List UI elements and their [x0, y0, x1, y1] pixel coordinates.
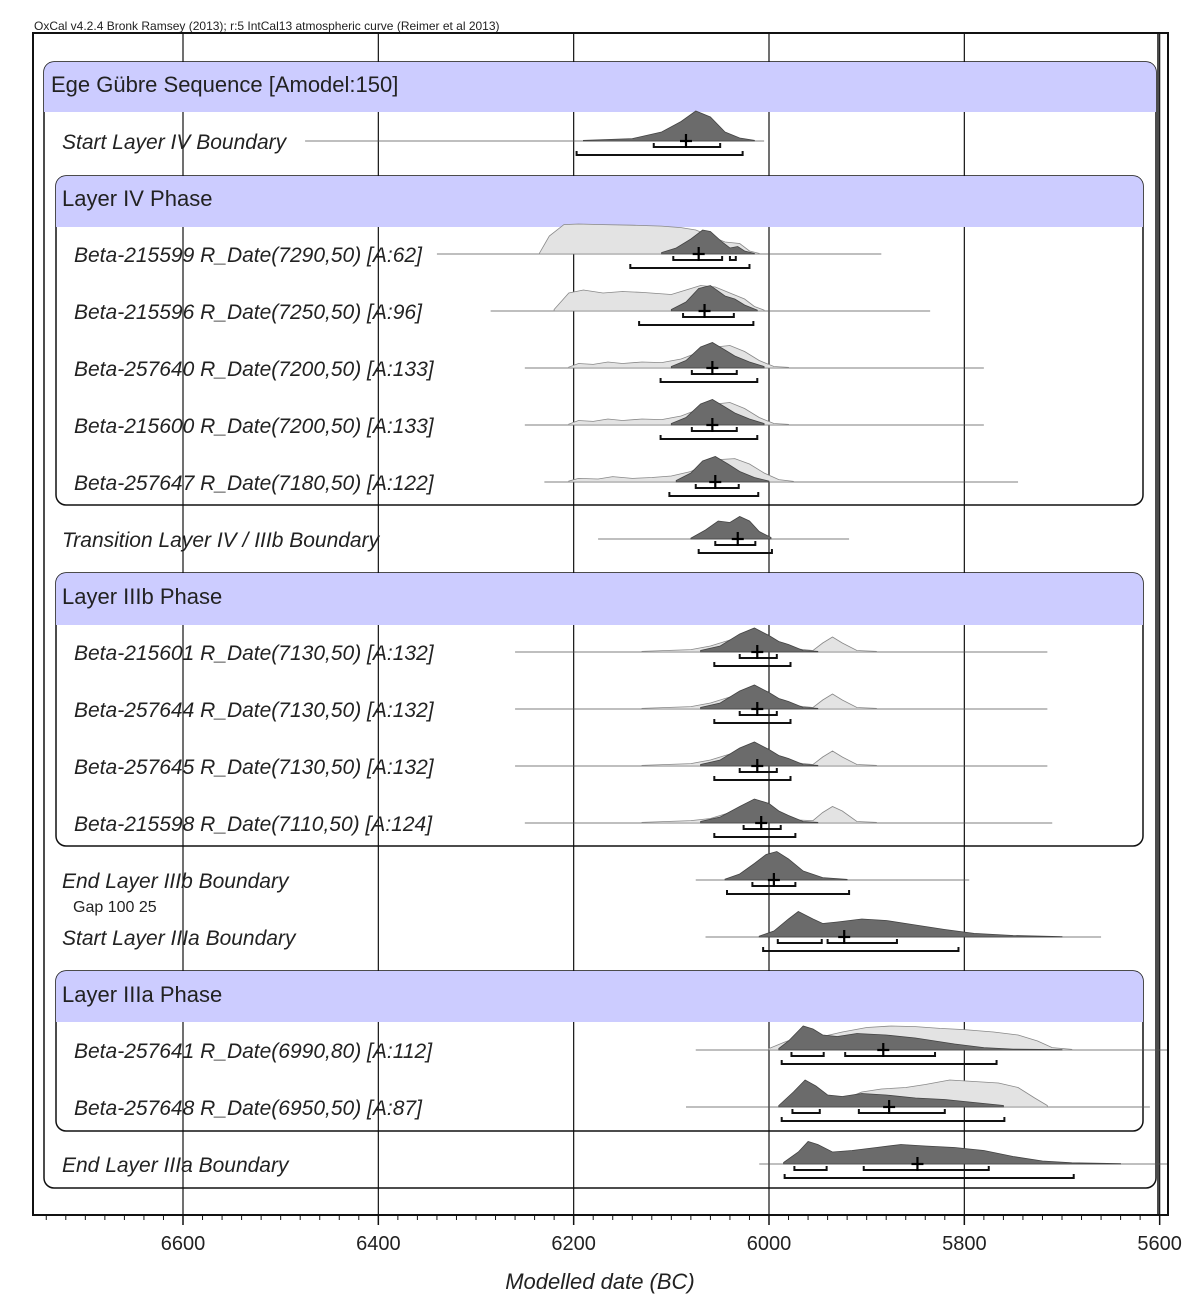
row-12-posterior-curve [759, 912, 1062, 938]
row-12-label: Start Layer IIIa Boundary [62, 927, 296, 950]
row-10-posterior-curve [701, 799, 818, 823]
row-8-label: Beta-257644 R_Date(7130,50) [A:132] [74, 699, 434, 722]
row-8 [515, 685, 1047, 724]
row-7 [515, 628, 1047, 667]
row-9 [515, 742, 1047, 781]
x-tick-label-6400: 6400 [356, 1233, 401, 1255]
row-11-posterior-curve [725, 852, 847, 881]
credit-line: OxCal v4.2.4 Bronk Ramsey (2013); r:5 IntCal13 atmospheric curve (Reimer et al 2013) [34, 19, 500, 33]
row-8-posterior-curve [701, 685, 818, 709]
row-0-posterior-curve [583, 111, 754, 141]
row-3-label: Beta-257640 R_Date(7200,50) [A:133] [74, 358, 434, 381]
row-11 [696, 852, 969, 896]
x-tick-label-5800: 5800 [942, 1233, 987, 1255]
row-15-label: End Layer IIIa Boundary [62, 1154, 289, 1177]
row-5 [544, 457, 1018, 498]
row-9-posterior-curve [701, 742, 818, 766]
phase-header-bar-layer-iv [56, 176, 1143, 227]
row-0-label: Start Layer IV Boundary [62, 131, 287, 154]
x-tick-label-6000: 6000 [746, 1233, 792, 1255]
x-tick-label-6600: 6600 [160, 1233, 206, 1255]
row-1-label: Beta-215599 R_Date(7290,50) [A:62] [74, 244, 422, 267]
row-3 [525, 343, 984, 384]
row-12 [706, 912, 1102, 953]
row-13 [696, 1026, 1167, 1065]
row-13-label: Beta-257641 R_Date(6990,80) [A:112] [74, 1040, 433, 1063]
row-6-posterior-curve [691, 517, 771, 540]
row-9-label: Beta-257645 R_Date(7130,50) [A:132] [74, 756, 434, 779]
row-15 [759, 1142, 1167, 1180]
row-4 [525, 400, 984, 441]
row-6-label: Transition Layer IV / IIIb Boundary [62, 529, 380, 552]
gap-label: Gap 100 25 [73, 899, 157, 916]
row-5-label: Beta-257647 R_Date(7180,50) [A:122] [74, 472, 434, 495]
row-2-label: Beta-215596 R_Date(7250,50) [A:96] [74, 301, 422, 324]
row-4-label: Beta-215600 R_Date(7200,50) [A:133] [74, 415, 434, 438]
row-6 [598, 517, 849, 555]
row-10 [525, 799, 1052, 838]
sequence-label: Ege Gübre Sequence [Amodel:150] [51, 72, 399, 97]
row-14 [686, 1080, 1150, 1122]
row-11-label: End Layer IIIb Boundary [62, 870, 289, 893]
row-1 [437, 224, 881, 269]
phase-label-layer-iiib: Layer IIIb Phase [62, 584, 223, 609]
phase-label-layer-iiia: Layer IIIa Phase [62, 982, 223, 1007]
row-7-label: Beta-215601 R_Date(7130,50) [A:132] [74, 642, 434, 665]
x-tick-label-5600: 5600 [1137, 1233, 1182, 1255]
row-0 [305, 111, 764, 156]
row-10-label: Beta-215598 R_Date(7110,50) [A:124] [74, 813, 433, 836]
row-14-label: Beta-257648 R_Date(6950,50) [A:87] [74, 1097, 422, 1120]
x-tick-label-6200: 6200 [551, 1233, 596, 1255]
row-7-posterior-curve [701, 628, 818, 652]
phase-label-layer-iv: Layer IV Phase [62, 186, 213, 211]
x-axis-label: Modelled date (BC) [505, 1269, 695, 1294]
row-15-posterior-curve [784, 1142, 1121, 1165]
row-2 [491, 286, 931, 327]
